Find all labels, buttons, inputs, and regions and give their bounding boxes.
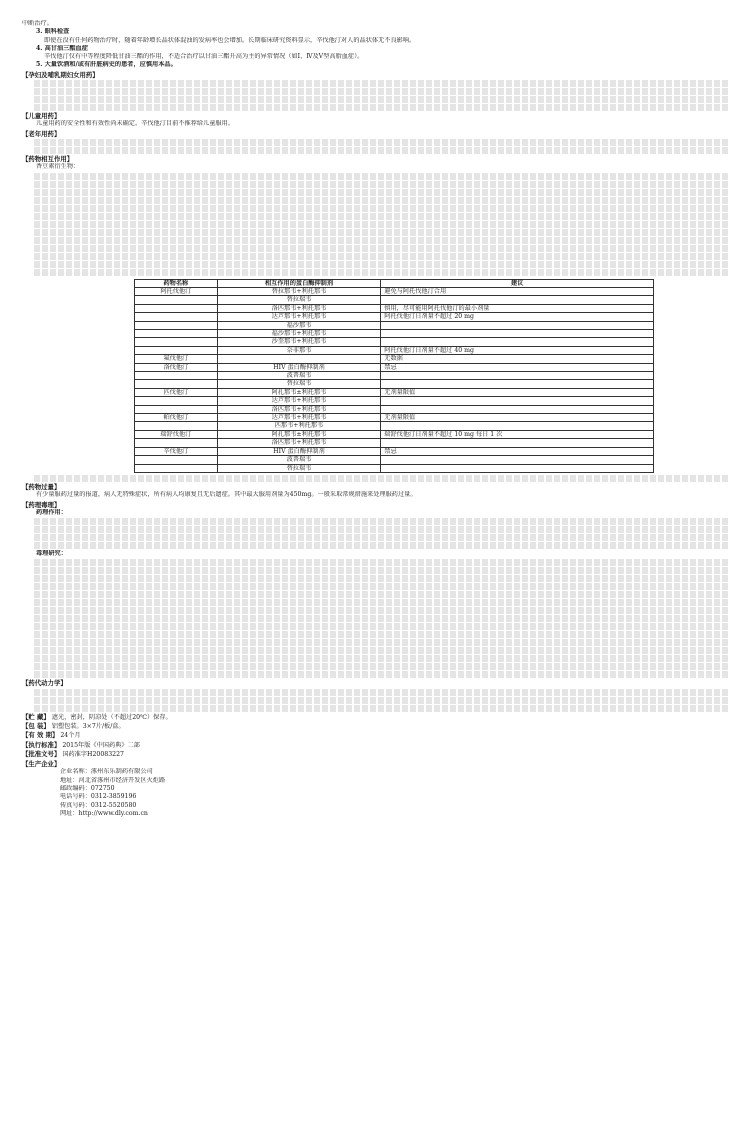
recommendation-cell	[381, 372, 654, 380]
storage-row	[22, 713, 730, 722]
illegible-paragraph	[34, 205, 730, 212]
recommendation-cell: 瑞舒伐他汀日剂量不超过 10 mg 每日 1 次	[381, 430, 654, 438]
illegible-paragraph	[34, 189, 730, 196]
illegible-paragraph	[34, 269, 730, 276]
table-header: 相互作用的蛋白酶抑制剂	[217, 279, 381, 287]
illegible-paragraph	[34, 197, 730, 204]
section-interactions: 【药物相互作用】	[22, 154, 74, 163]
recommendation-cell	[381, 321, 654, 329]
table-row	[135, 363, 654, 371]
table-row	[135, 346, 654, 354]
recommendation-cell: 禁忌	[381, 363, 654, 371]
recommendation-cell	[381, 464, 654, 472]
inhibitor-cell: 洛匹那韦+利托那韦	[217, 405, 381, 413]
illegible-paragraph	[34, 261, 730, 268]
drug-name-cell: 匹伐他汀	[135, 388, 218, 396]
illegible-paragraph	[34, 607, 730, 614]
illegible-paragraph	[34, 631, 730, 638]
illegible-paragraph	[34, 705, 730, 712]
recommendation-cell: 慎用，尽可能用阿托伐他汀的最小剂量	[381, 304, 654, 312]
illegible-paragraph	[34, 475, 730, 482]
validity-row	[22, 731, 730, 740]
table-row	[135, 380, 654, 388]
drug-name-cell: 瑞舒伐他汀	[135, 430, 218, 438]
drug-name-cell	[135, 296, 218, 304]
drug-name-cell: 帕伐他汀	[135, 414, 218, 422]
section-elderly: 【老年用药】	[22, 129, 61, 138]
table-row	[135, 372, 654, 380]
table-row	[135, 287, 654, 295]
package-label: 【包 装】	[22, 721, 50, 730]
illegible-paragraph	[34, 173, 730, 180]
drug-name-cell: 洛伐他汀	[135, 363, 218, 371]
illegible-paragraph	[34, 583, 730, 590]
illegible-paragraph	[34, 213, 730, 220]
inhibitor-cell: 达芦那韦+利托那韦	[217, 397, 381, 405]
illegible-paragraph	[34, 221, 730, 228]
recommendation-cell	[381, 338, 654, 346]
section-pregnancy: 【孕妇及哺乳期妇女用药】	[22, 70, 99, 79]
illegible-paragraph	[34, 575, 730, 582]
inhibitor-cell: 替拉那韦+利托那韦	[217, 287, 381, 295]
table-row	[135, 321, 654, 329]
standard-row	[22, 741, 730, 750]
illegible-paragraph	[34, 181, 730, 188]
illegible-paragraph	[34, 647, 730, 654]
illegible-paragraph	[34, 253, 730, 260]
recommendation-cell	[381, 296, 654, 304]
drug-name-cell	[135, 439, 218, 447]
table-row	[135, 296, 654, 304]
illegible-paragraph	[34, 623, 730, 630]
section-company: 【生产企业】	[22, 760, 61, 769]
inhibitor-cell: 阿扎那韦±利托那韦	[217, 388, 381, 396]
drug-name-cell: 氟伐他汀	[135, 355, 218, 363]
table-row	[135, 355, 654, 363]
inhibitor-cell: 福沙那韦	[217, 321, 381, 329]
illegible-paragraph	[34, 599, 730, 606]
table-row	[135, 338, 654, 346]
table-row	[135, 397, 654, 405]
interactions-intro: 香豆素衍生物：	[36, 163, 80, 171]
company-website[interactable]: 网址：http://www.dly.com.cn	[60, 809, 148, 817]
illegible-paragraph	[34, 526, 730, 533]
overdose-text: 有少量服药过量的报道，病人无特殊症状，所有病人均康复且无后遗症。其中最大服用剂量为450mg。一般采取常规措施来处理服药过量。	[36, 491, 417, 499]
table-header: 药物名称	[135, 279, 218, 287]
drug-name-cell	[135, 338, 218, 346]
package-row	[22, 722, 730, 731]
recommendation-cell: 无剂量限值	[381, 388, 654, 396]
subheading-eye-exam: 3. 眼科检查	[36, 28, 70, 36]
section-pharmacology: 【药理毒理】	[22, 500, 61, 509]
company-address: 地址：河北省涿州市经济开发区火炬路	[60, 776, 166, 784]
illegible-paragraph	[34, 697, 730, 704]
table-row	[135, 405, 654, 413]
text-line: 中断治疗。	[22, 20, 53, 27]
drug-name-cell	[135, 346, 218, 354]
pediatric-text: 儿童用药的安全性和有效性尚未确定。辛伐他汀目前不推荐给儿童服用。	[36, 120, 234, 128]
illegible-paragraph	[34, 139, 730, 146]
table-row	[135, 414, 654, 422]
inhibitor-cell: 波普瑞韦	[217, 456, 381, 464]
drug-name-cell	[135, 321, 218, 329]
table-row	[135, 388, 654, 396]
inhibitor-cell: 洛匹那韦+利托那韦	[217, 304, 381, 312]
table-row	[135, 447, 654, 455]
inhibitor-cell: HIV 蛋白酶抑制剂	[217, 447, 381, 455]
subheading-alcohol: 5. 大量饮酒和/或有肝脏病史的患者，应慎用本品。	[36, 61, 177, 69]
drug-name-cell	[135, 464, 218, 472]
illegible-paragraph	[34, 559, 730, 566]
table-row	[135, 456, 654, 464]
toxicology-subheading: 毒理研究：	[36, 550, 67, 558]
inhibitor-cell: HIV 蛋白酶抑制剂	[217, 363, 381, 371]
inhibitor-cell: 替拉瑞韦	[217, 296, 381, 304]
recommendation-cell: 禁忌	[381, 447, 654, 455]
inhibitor-cell	[217, 355, 381, 363]
inhibitor-cell: 波普瑞韦	[217, 372, 381, 380]
illegible-paragraph	[34, 237, 730, 244]
inhibitor-cell: 阿扎那韦±利托那韦	[217, 430, 381, 438]
illegible-paragraph	[34, 80, 730, 87]
recommendation-cell: 避免与阿托伐他汀合用	[381, 287, 654, 295]
table-row	[135, 422, 654, 430]
drug-name-cell	[135, 304, 218, 312]
drug-name-cell	[135, 422, 218, 430]
drug-name-cell	[135, 380, 218, 388]
drug-name-cell	[135, 456, 218, 464]
illegible-paragraph	[34, 567, 730, 574]
approval-label: 【批准文号】	[22, 749, 61, 758]
table-header: 建议	[381, 279, 654, 287]
section-pharmacokinetics: 【药代动力学】	[22, 679, 67, 688]
recommendation-cell: 阿托伐他汀日剂量不超过 40 mg	[381, 346, 654, 354]
illegible-paragraph	[34, 542, 730, 549]
illegible-paragraph	[34, 229, 730, 236]
interaction-table	[134, 279, 654, 473]
inhibitor-cell: 福沙那韦+利托那韦	[217, 330, 381, 338]
table-row	[135, 430, 654, 438]
illegible-paragraph	[34, 639, 730, 646]
section-overdose: 【药物过量】	[22, 482, 61, 491]
recommendation-cell: 阿托伐他汀日剂量不超过 20 mg	[381, 313, 654, 321]
inhibitor-cell: 沙奎那韦+利托那韦	[217, 338, 381, 346]
drug-name-cell	[135, 405, 218, 413]
storage-label: 【贮 藏】	[22, 712, 50, 721]
illegible-paragraph	[34, 615, 730, 622]
inhibitor-cell: 奈非那韦	[217, 346, 381, 354]
standard-text: 2015年版《中国药典》二部	[62, 741, 140, 749]
recommendation-cell	[381, 330, 654, 338]
table-body	[135, 287, 654, 472]
drug-name-cell	[135, 372, 218, 380]
validity-label: 【有 效 期】	[22, 731, 59, 740]
table-row	[135, 330, 654, 338]
inhibitor-cell: 达芦那韦+利托那韦	[217, 313, 381, 321]
drug-name-cell: 阿托伐他汀	[135, 287, 218, 295]
illegible-paragraph	[34, 655, 730, 662]
recommendation-cell	[381, 397, 654, 405]
company-info	[22, 768, 730, 818]
inhibitor-cell: 替拉瑞韦	[217, 464, 381, 472]
text-line: 辛伐他汀仅有中等程度降低甘油三酯的作用，不适合治疗以甘油三酯升高为主的异常情况（如Ⅰ、Ⅳ及Ⅴ型高脂血症）。	[44, 53, 364, 61]
illegible-paragraph	[34, 518, 730, 525]
recommendation-cell: 无数据	[381, 355, 654, 363]
drug-name-cell	[135, 397, 218, 405]
illegible-paragraph	[34, 96, 730, 103]
subheading-triglyceride: 4. 高甘油三酯血症	[36, 44, 88, 52]
drug-name-cell: 辛伐他汀	[135, 447, 218, 455]
storage-text: 遮光，密封，阴凉处（不超过20℃）保存。	[51, 713, 172, 721]
recommendation-cell	[381, 405, 654, 413]
pharmacology-subheading: 药理作用：	[36, 508, 67, 516]
table-row	[135, 464, 654, 472]
illegible-paragraph	[34, 88, 730, 95]
standard-label: 【执行标准】	[22, 740, 61, 749]
recommendation-cell	[381, 422, 654, 430]
table-header-row	[135, 279, 654, 287]
validity-text: 24个月	[60, 732, 81, 740]
recommendation-cell: 无剂量限值	[381, 414, 654, 422]
approval-row	[22, 750, 730, 759]
approval-text: 国药准字H20083227	[62, 750, 124, 758]
company-postcode: 邮政编码：072750	[60, 785, 115, 793]
inhibitor-cell: 达芦那韦+利托那韦	[217, 414, 381, 422]
package-text: 铝塑包装。3×7片/板/盒。	[51, 722, 125, 730]
illegible-paragraph	[34, 245, 730, 252]
inhibitor-cell: 替拉瑞韦	[217, 380, 381, 388]
drug-name-cell	[135, 313, 218, 321]
table-row	[135, 313, 654, 321]
company-name: 企业名称：涿州东乐制药有限公司	[60, 768, 153, 776]
illegible-paragraph	[34, 663, 730, 670]
inhibitor-cell: 洛匹那韦+利托那韦	[217, 439, 381, 447]
recommendation-cell	[381, 456, 654, 464]
illegible-paragraph	[34, 104, 730, 111]
table-row	[135, 304, 654, 312]
company-phone: 电话号码：0312-3859196	[60, 793, 137, 801]
top-lines	[22, 20, 730, 70]
section-pediatric: 【儿童用药】	[22, 112, 61, 121]
recommendation-cell	[381, 439, 654, 447]
illegible-paragraph	[34, 591, 730, 598]
recommendation-cell	[381, 380, 654, 388]
table-row	[135, 439, 654, 447]
illegible-paragraph	[34, 147, 730, 154]
illegible-paragraph	[34, 534, 730, 541]
drug-name-cell	[135, 330, 218, 338]
company-fax: 传真号码：0312-5520580	[60, 801, 137, 809]
illegible-paragraph	[34, 689, 730, 696]
text-line: 即使在没有任何药物治疗时，随着年龄增长晶状体混浊的发病率也会增加。长期临床研究资料显示，辛伐他汀对人的晶状体无不良影响。	[44, 36, 416, 44]
inhibitor-cell: 匹那韦+利托那韦	[217, 422, 381, 430]
illegible-paragraph	[34, 671, 730, 678]
